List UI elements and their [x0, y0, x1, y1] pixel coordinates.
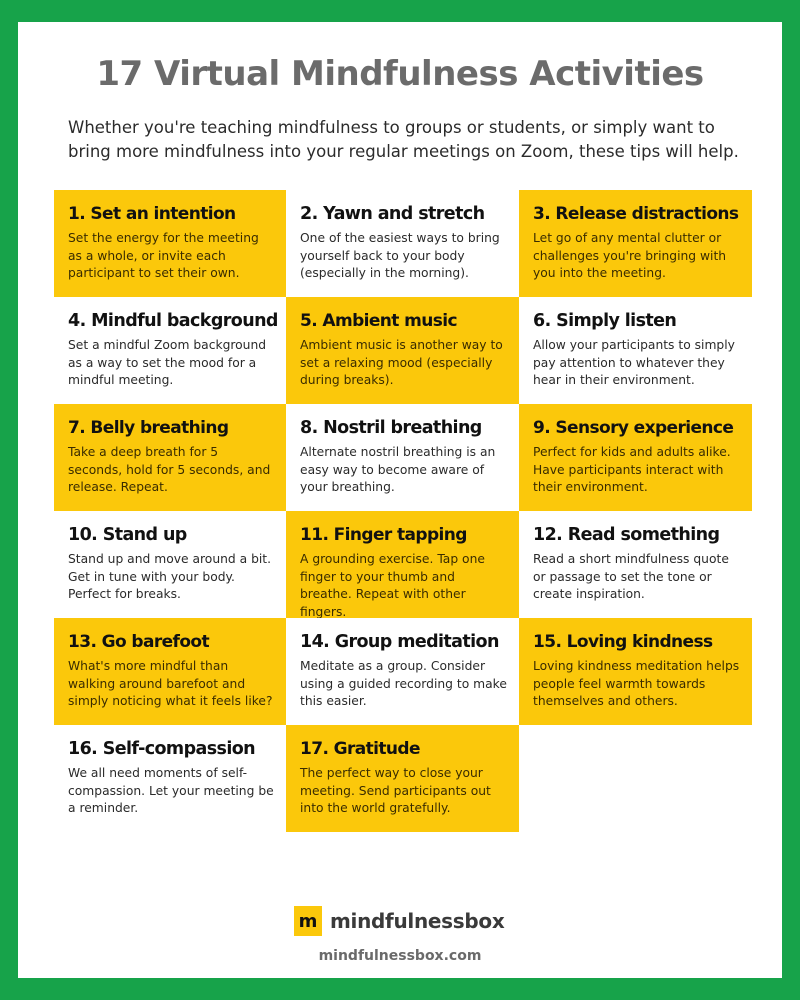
activity-description: What's more mindful than walking around barefoot and simply noticing what it feels like?: [68, 659, 273, 708]
activity-title: 2. Yawn and stretch: [300, 204, 485, 224]
logo-mark-icon: m: [294, 906, 322, 936]
activity-title: 12. Read something: [533, 525, 720, 545]
activity-card: [519, 297, 752, 404]
activity-card: [286, 725, 519, 832]
activity-title: 1. Set an intention: [68, 204, 236, 224]
infographic-page: [18, 22, 782, 978]
activity-title: 6. Simply listen: [533, 311, 677, 331]
activity-description: Take a deep breath for 5 seconds, hold for 5 seconds, and release. Repeat.: [68, 445, 271, 494]
activity-title: 9. Sensory experience: [533, 418, 734, 438]
activity-title: 10. Stand up: [68, 525, 187, 545]
brand-logo: [294, 906, 504, 936]
activity-title: 3. Release distractions: [533, 204, 739, 224]
activity-description: Stand up and move around a bit. Get in tune with your body. Perfect for breaks.: [68, 552, 272, 601]
activity-description: Meditate as a group. Consider using a guided recording to make this easier.: [300, 659, 507, 708]
activity-description: Perfect for kids and adults alike. Have participants interact with their environment.: [533, 445, 731, 494]
activity-card: [519, 618, 752, 725]
activity-grid: [54, 190, 752, 832]
activity-title: 11. Finger tapping: [300, 525, 467, 545]
activity-title: 7. Belly breathing: [68, 418, 229, 438]
activity-description: Read a short mindfulness quote or passage to set the tone or create inspiration.: [533, 552, 729, 601]
activity-description: Ambient music is another way to set a relaxing mood (especially during breaks).: [300, 338, 503, 387]
activity-description: Set a mindful Zoom background as a way to set the mood for a mindful meeting.: [68, 338, 267, 387]
activity-card: [286, 297, 519, 404]
activity-card: [54, 725, 286, 832]
activity-description: One of the easiest ways to bring yourself back to your body (especially in the morning).: [300, 231, 500, 280]
activity-description: We all need moments of self-compassion. Let your meeting be a reminder.: [68, 766, 274, 815]
activity-title: 13. Go barefoot: [68, 632, 210, 652]
activity-card: [54, 404, 286, 511]
activity-title: 5. Ambient music: [300, 311, 457, 331]
activity-card: [54, 511, 286, 618]
activity-card: [54, 618, 286, 725]
activity-title: 14. Group meditation: [300, 632, 499, 652]
activity-card: [286, 618, 519, 725]
activity-description: Allow your participants to simply pay attention to whatever they hear in their environment.: [533, 338, 735, 387]
logo-wordmark: mindfulnessbox: [330, 909, 505, 933]
activity-description: Set the energy for the meeting as a whole, or invite each participant to set their own.: [68, 231, 259, 280]
page-title: 17 Virtual Mindfulness Activities: [96, 54, 704, 94]
activity-description: A grounding exercise. Tap one finger to your thumb and breathe. Repeat with other fingers.: [300, 552, 485, 619]
activity-card: [286, 511, 519, 618]
activity-title: 4. Mindful background: [68, 311, 278, 331]
intro-text: Whether you're teaching mindfulness to groups or students, or simply want to bring more mindfulness into your regular meetings on Zoom, these tips will help.: [68, 118, 739, 161]
activity-card: [286, 404, 519, 511]
activity-card: [519, 511, 752, 618]
activity-description: The perfect way to close your meeting. Send participants out into the world gratefully.: [300, 766, 491, 815]
activity-description: Alternate nostril breathing is an easy way to become aware of your breathing.: [300, 445, 496, 494]
activity-title: 15. Loving kindness: [533, 632, 713, 652]
activity-card: [54, 297, 286, 404]
activity-description: Let go of any mental clutter or challenges you're bringing with you into the meeting.: [533, 231, 727, 280]
activity-description: Loving kindness meditation helps people feel warmth towards themselves and others.: [533, 659, 740, 708]
activity-title: 17. Gratitude: [300, 739, 420, 759]
activity-card: [519, 190, 752, 297]
activity-card: [54, 190, 286, 297]
activity-card: [286, 190, 519, 297]
activity-title: 16. Self-compassion: [68, 739, 256, 759]
activity-card: [519, 404, 752, 511]
activity-title: 8. Nostril breathing: [300, 418, 482, 438]
website-url: mindfulnessbox.com: [318, 948, 482, 964]
